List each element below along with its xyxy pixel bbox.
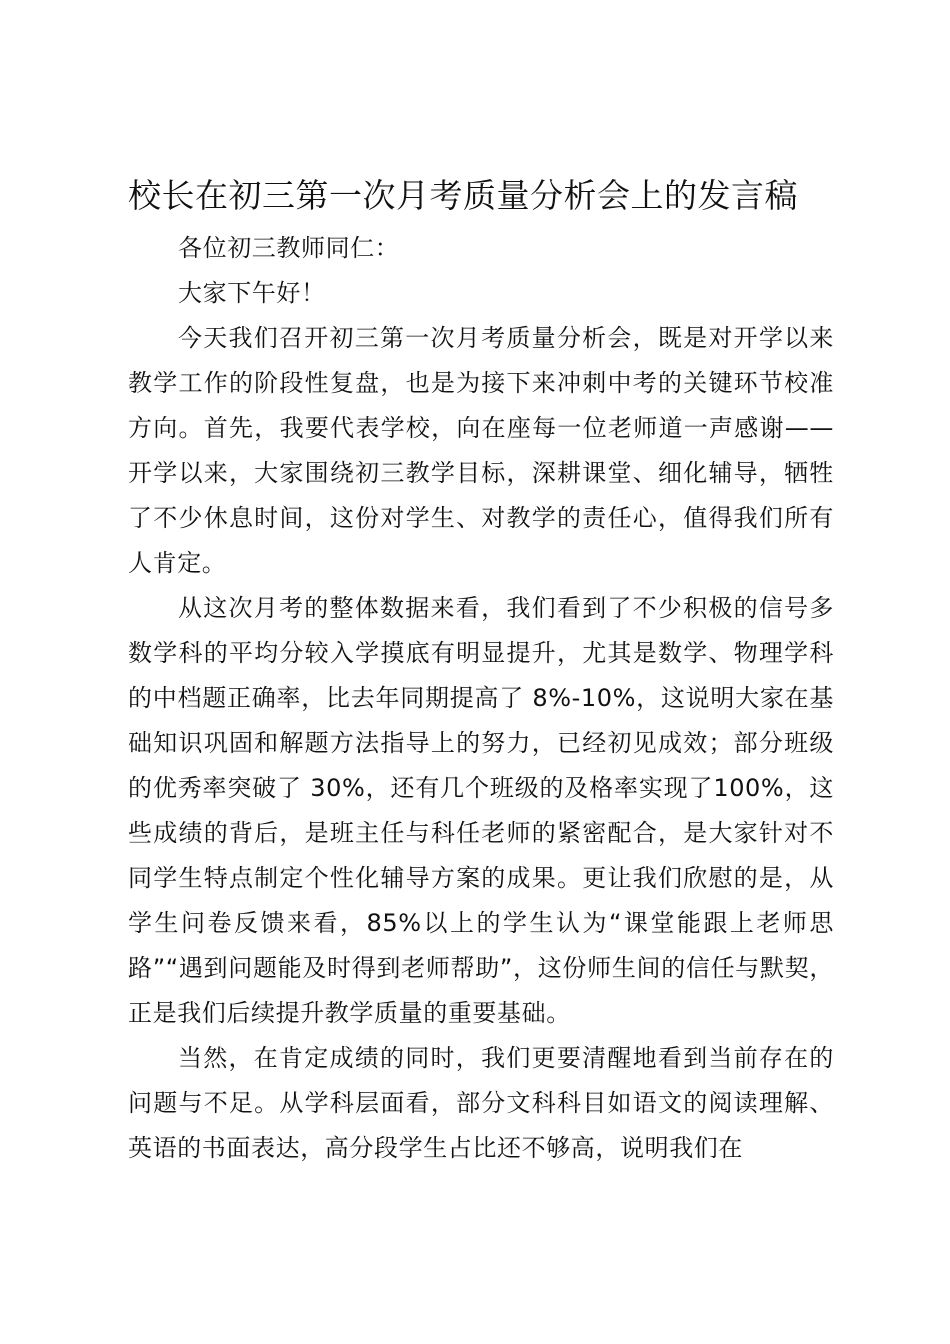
paragraph-problems: 当然，在肯定成绩的同时，我们更要清醒地看到当前存在的问题与不足。从学科层面看，部分文科科目如语文的阅读理解、英语的书面表达，高分段学生占比还不够高，说明我们在 (128, 1044, 834, 1162)
document-body (128, 226, 834, 1171)
document-title: 校长在初三第一次月考质量分析会上的发言稿 (128, 176, 798, 215)
paragraph-achievements: 从这次月考的整体数据来看，我们看到了不少积极的信号多数学科的平均分较入学摸底有明显提升，尤其是数学、物理学科的中档题正确率，比去年同期提高了 8%-10%，这说明大家在基础知识巩固和解题方法指导上的努力，已经初见成效；部分班级的优秀率突破了 30%，还有几个班级的及格率实现了100%，这些成绩的背后，是班主任与科任老师的紧密配合，是大家针对不同学生特点制定个性化辅导方案的成果。更让我们欣慰的是，从学生问卷反馈来看，85%以上的学生认为“课堂能跟上老师思路”“遇到问题能及时得到老师帮助”，这份师生间的信任与默契，正是我们后续提升教学质量的重要基础。 (128, 594, 834, 1027)
salutation: 各位初三教师同仁： (178, 234, 400, 262)
paragraph-intro: 今天我们召开初三第一次月考质量分析会，既是对开学以来教学工作的阶段性复盘，也是为接下来冲刺中考的关键环节校准方向。首先，我要代表学校，向在座每一位老师道一声感谢——开学以来，大家围绕初三教学目标，深耕课堂、细化辅导，牺牲了不少休息时间，这份对学生、对教学的责任心，值得我们所有人肯定。 (128, 324, 834, 577)
greeting: 大家下午好！ (178, 279, 326, 307)
